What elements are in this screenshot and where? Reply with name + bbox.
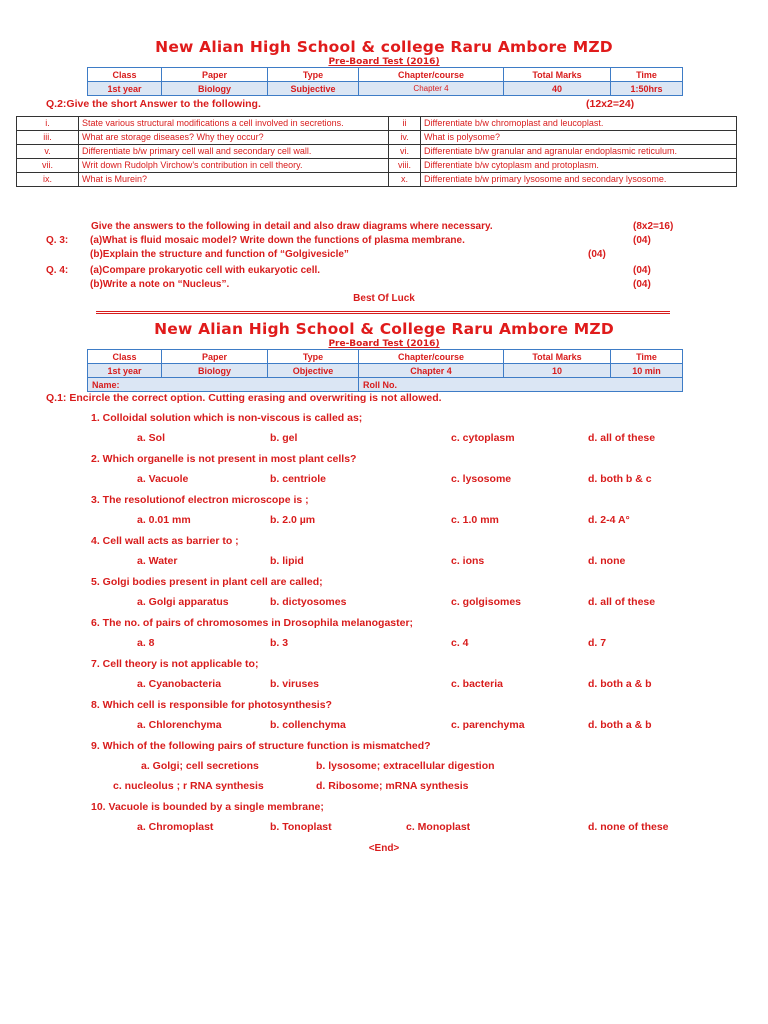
mcq-option[interactable]: a. Cyanobacteria [137,678,222,690]
header-time: Time [611,68,683,82]
header-marks: Total Marks [504,350,611,364]
value-chapter: Chapter 4 [359,82,504,96]
mcq-option[interactable]: a. Sol [137,432,166,444]
mcq-question: 5. Golgi bodies present in plant cell are called; [91,576,323,588]
question-number: i. [17,117,79,131]
school-title: New Alian High School & college Raru Ambore MZD [155,38,613,56]
mcq-option[interactable]: b. collenchyma [270,719,346,731]
mcq-option[interactable]: d. all of these [588,432,656,444]
q4-a-marks: (04) [633,265,651,276]
question-number: x. [389,173,421,187]
mcq-option[interactable]: b. centriole [270,473,327,485]
mcq-option[interactable]: c. Monoplast [406,821,471,833]
header-chapter: Chapter/course [359,68,504,82]
value-type: Objective [268,364,359,378]
header-type: Type [268,350,359,364]
mcq-option[interactable]: c. cytoplasm [451,432,515,444]
value-class: 1st year [88,364,162,378]
mcq-option[interactable]: b. lysosome; extracellular digestion [316,760,495,772]
value-time: 1:50hrs [611,82,683,96]
mcq-option[interactable]: c. bacteria [451,678,503,690]
value-paper: Biology [162,364,268,378]
mcq-option[interactable]: a. Water [137,555,178,567]
end-marker: <End> [368,843,400,854]
mcq-option[interactable]: d. none of these [588,821,669,833]
info-table [87,67,683,96]
mcq-question: 10. Vacuole is bounded by a single membrane; [91,801,324,813]
mcq-option[interactable]: c. lysosome [451,473,512,485]
short-question-row [17,117,737,131]
q3-a-marks: (04) [633,235,651,246]
mcq-option[interactable]: d. Ribosome; mRNA synthesis [316,780,469,792]
q4-b-marks: (04) [633,279,651,290]
mcq-option[interactable]: c. parenchyma [451,719,525,731]
question-text: Differentiate b/w primary lysosome and secondary lysosome. [421,173,737,187]
header-class: Class [88,350,162,364]
mcq-option[interactable]: b. lipid [270,555,304,567]
short-questions-table [16,116,737,187]
question-number: iv. [389,131,421,145]
name-field[interactable]: Name: [88,378,359,392]
q3-label: Q. 3: [46,235,69,246]
mcq-question: 8. Which cell is responsible for photosynthesis? [91,699,332,711]
question-text: Differentiate b/w chromoplast and leucoplast. [421,117,737,131]
mcq-option[interactable]: a. Chlorenchyma [137,719,222,731]
mcq-option[interactable]: d. both b & c [588,473,652,485]
mcq-option[interactable]: c. golgisomes [451,596,522,608]
question-text: Differentiate b/w granular and agranular endoplasmic reticulum. [421,145,737,159]
q2-marks: (12x2=24) [586,98,635,110]
q4-a: (a)Compare prokaryotic cell with eukaryotic cell. [90,265,321,276]
question-number: ii [389,117,421,131]
mcq-option[interactable]: c. nucleolus ; r RNA synthesis [113,780,264,792]
question-number: v. [17,145,79,159]
mcq-option[interactable]: a. Golgi apparatus [137,596,229,608]
mcq-option[interactable]: a. 0.01 mm [137,514,191,526]
mcq-option[interactable]: d. none [588,555,626,567]
mcq-option[interactable]: a. Vacuole [137,473,189,485]
question-text: What is polysome? [421,131,737,145]
test-subtitle: Pre-Board Test (2016) [328,57,440,67]
mcq-option[interactable]: c. ions [451,555,485,567]
mcq-option[interactable]: d. 2-4 A° [588,514,630,526]
value-paper: Biology [162,82,268,96]
mcq-question: 2. Which organelle is not present in most plant cells? [91,453,357,465]
school-title-2: New Alian High School & College Raru Ambore MZD [154,320,614,338]
header-class: Class [88,68,162,82]
mcq-option[interactable]: b. dictyosomes [270,596,347,608]
header-type: Type [268,68,359,82]
long-intro-marks: (8x2=16) [633,221,674,232]
value-marks: 10 [504,364,611,378]
mcq-option[interactable]: b. gel [270,432,298,444]
mcq-option[interactable]: b. Tonoplast [270,821,332,833]
q1-instruction: Q.1: Encircle the correct option. Cutting erasing and overwriting is not allowed. [46,392,442,404]
mcq-option[interactable]: d. all of these [588,596,656,608]
header-paper: Paper [162,68,268,82]
header-paper: Paper [162,350,268,364]
mcq-option[interactable]: b. viruses [270,678,320,690]
value-type: Subjective [268,82,359,96]
short-question-row [17,131,737,145]
roll-field[interactable]: Roll No. [359,378,683,392]
short-question-row [17,159,737,173]
short-question-row [17,173,737,187]
question-text: State various structural modifications a cell involved in secretions. [79,117,389,131]
header-chapter: Chapter/course [359,350,504,364]
mcq-option[interactable]: a. Chromoplast [137,821,214,833]
header-marks: Total Marks [504,68,611,82]
q3-b-marks: (04) [588,249,606,260]
mcq-option[interactable]: d. both a & b [588,719,652,731]
q3-a: (a)What is fluid mosaic model? Write down the functions of plasma membrane. [90,235,465,246]
mcq-question: 6. The no. of pairs of chromosomes in Drosophila melanogaster; [91,617,414,629]
mcq-option[interactable]: b. 3 [270,637,289,649]
mcq-option[interactable]: b. 2.0 µm [270,514,316,526]
short-question-row [17,145,737,159]
q2-heading: Q.2:Give the short Answer to the following. [46,98,261,110]
mcq-question: 1. Colloidal solution which is non-viscous is called as; [91,412,363,424]
question-text: What is Murein? [79,173,389,187]
q4-label: Q. 4: [46,265,69,276]
question-number: vi. [389,145,421,159]
mcq-option[interactable]: c. 4 [451,637,469,649]
mcq-question: 4. Cell wall acts as barrier to ; [91,535,239,547]
question-number: viii. [389,159,421,173]
question-number: vii. [17,159,79,173]
value-time: 10 min [611,364,683,378]
question-text: Differentiate b/w primary cell wall and secondary cell wall. [79,145,389,159]
mcq-option[interactable]: a. 8 [137,637,155,649]
mcq-option[interactable]: d. 7 [588,637,607,649]
test-subtitle-2: Pre-Board Test (2016) [328,339,440,349]
mcq-option[interactable]: c. 1.0 mm [451,514,499,526]
question-text: What are storage diseases? Why they occur? [79,131,389,145]
value-chapter: Chapter 4 [359,364,504,378]
separator [96,311,670,314]
q4-b: (b)Write a note on “Nucleus”. [90,279,230,290]
value-class: 1st year [88,82,162,96]
question-text: Differentiate b/w cytoplasm and protoplasm. [421,159,737,173]
closing-text: Best Of Luck [353,293,415,304]
header-time: Time [611,350,683,364]
mcq-option[interactable]: d. both a & b [588,678,652,690]
long-intro: Give the answers to the following in detail and also draw diagrams where necessary. [91,221,493,232]
question-number: ix. [17,173,79,187]
question-text: Writ down Rudolph Virchow’s contribution in cell theory. [79,159,389,173]
mcq-option[interactable]: a. Golgi; cell secretions [141,760,259,772]
q3-b: (b)Explain the structure and function of “Golgivesicle” [90,249,349,260]
mcq-question: 3. The resolutionof electron microscope is ; [91,494,309,506]
mcq-question: 7. Cell theory is not applicable to; [91,658,259,670]
question-number: iii. [17,131,79,145]
value-marks: 40 [504,82,611,96]
info-table-2 [87,349,683,392]
mcq-question: 9. Which of the following pairs of structure function is mismatched? [91,740,431,752]
